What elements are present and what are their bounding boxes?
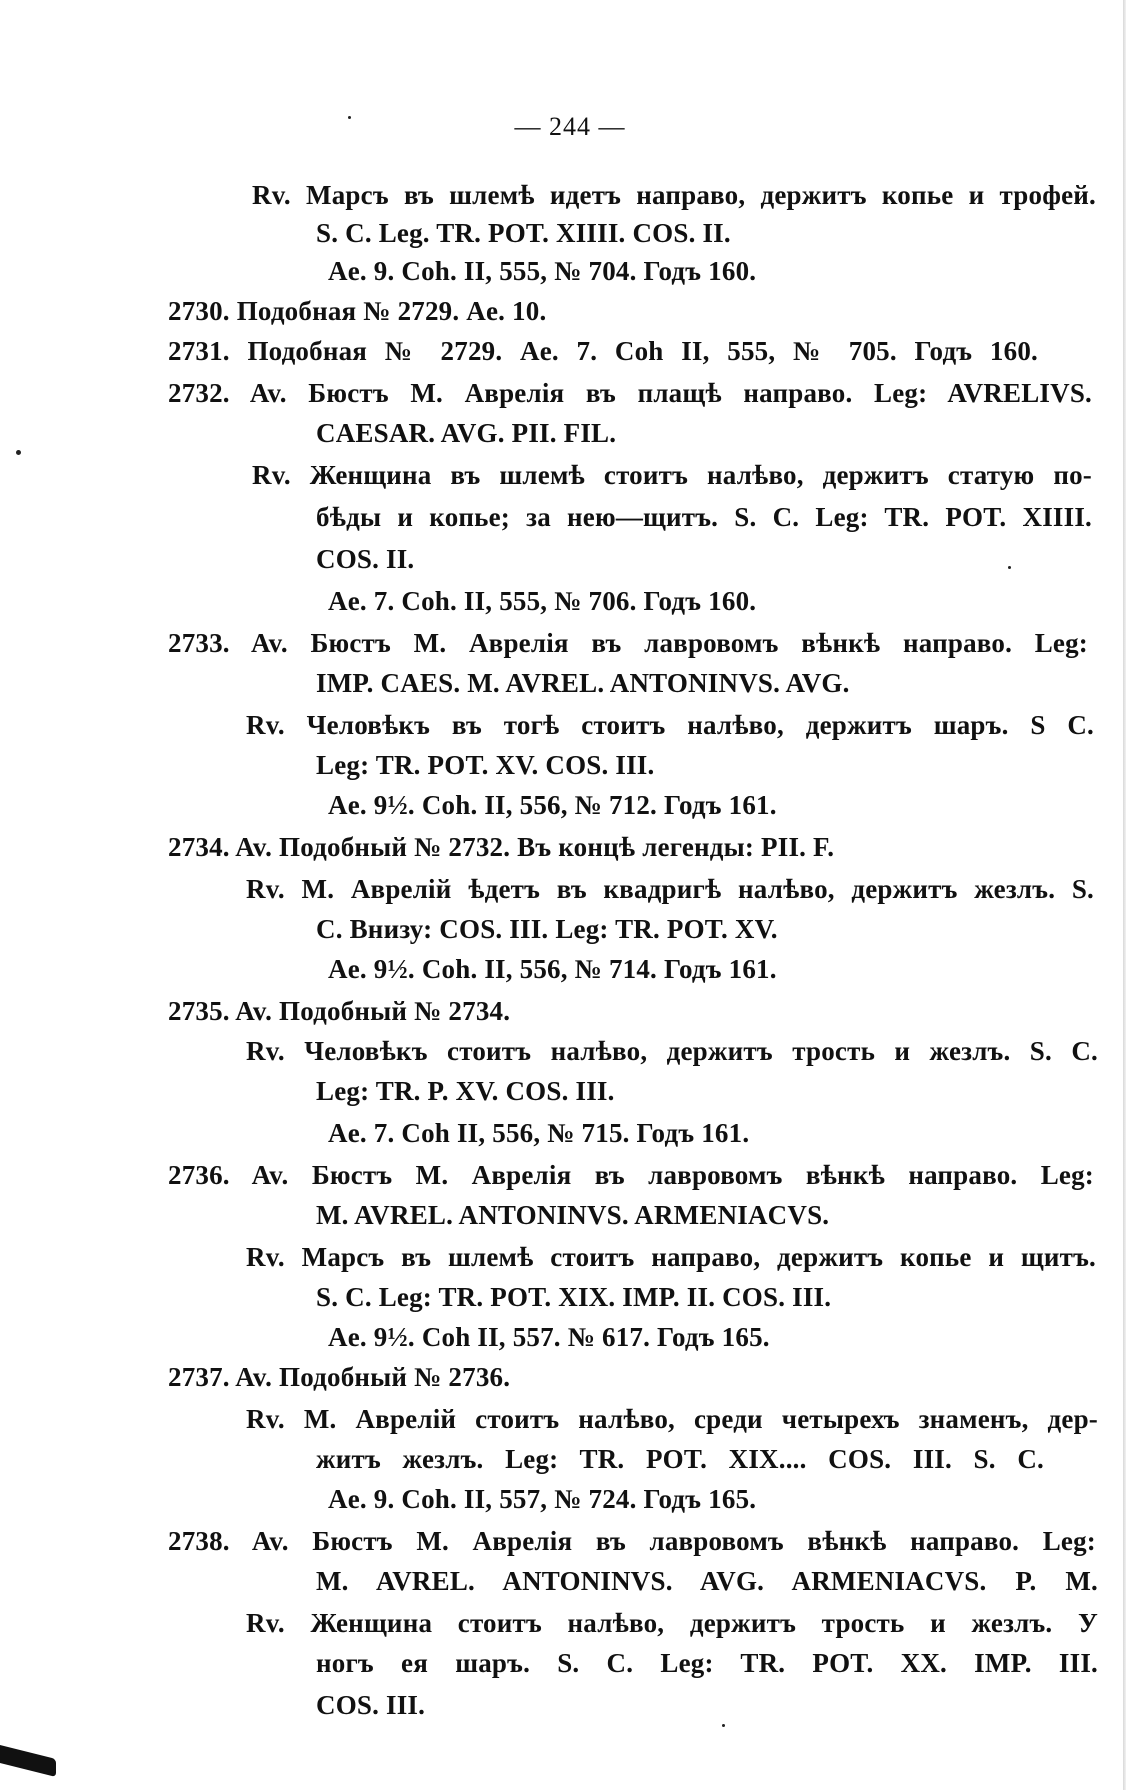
text-line: Ae. 9. Coh. II, 555, № 704. Годъ 160.	[328, 256, 757, 286]
text-line: Ae. 9½. Coh. II, 556, № 712. Годъ 161.	[328, 790, 777, 820]
text-line: Ae. 9½. Coh II, 557. № 617. Годъ 165.	[328, 1322, 770, 1352]
text-line: житъ жезлъ. Leg: TR. POT. XIX.... COS. III. S. C.	[316, 1444, 1044, 1474]
text-line: Rv. Человѣкъ въ тогѣ стоитъ налѣво, держитъ шаръ. S C.	[246, 710, 1094, 740]
text-line: 2730. Подобная № 2729. Ae. 10.	[168, 296, 547, 326]
text-line: S. C. Leg: TR. POT. XIX. IMP. II. COS. III.	[316, 1282, 832, 1312]
text-line: 2735. Av. Подобный № 2734.	[168, 996, 511, 1026]
text-line: Ae. 7. Coh II, 556, № 715. Годъ 161.	[328, 1118, 750, 1148]
scan-corner-mark	[0, 1745, 56, 1777]
text-line: COS. III.	[316, 1690, 426, 1720]
text-line: Rv. М. Аврелій стоитъ налѣво, среди четырехъ знаменъ, дер-	[246, 1404, 1098, 1434]
page-edge	[1123, 0, 1126, 1790]
text-line: Rv. Женщина стоитъ налѣво, держитъ трость и жезлъ. У	[246, 1608, 1098, 1638]
text-line: 2738. Av. Бюстъ М. Аврелія въ лавровомъ вѣнкѣ направо. Leg:	[168, 1526, 1096, 1556]
text-line: бѣды и копье; за нею—щитъ. S. C. Leg: TR. POT. XIIII.	[316, 502, 1092, 532]
text-line: S. C. Leg. TR. POT. XIIII. COS. II.	[316, 218, 731, 248]
text-line: Rv. М. Аврелій ѣдетъ въ квадригѣ налѣво, держитъ жезлъ. S.	[246, 874, 1094, 904]
text-line: M. AVREL. ANTONINVS. AVG. ARMENIACVS. P. M.	[316, 1566, 1098, 1596]
text-line: Rv. Женщина въ шлемѣ стоитъ налѣво, держитъ статую по-	[252, 460, 1092, 490]
text-line: C. Внизу: COS. III. Leg: TR. POT. XV.	[316, 914, 778, 944]
text-line: IMP. CAES. M. AVREL. ANTONINVS. AVG.	[316, 668, 850, 698]
text-line: Leg: TR. POT. XV. COS. III.	[316, 750, 655, 780]
text-line: Ae. 9½. Coh. II, 556, № 714. Годъ 161.	[328, 954, 777, 984]
print-speck	[16, 450, 21, 455]
text-line: 2737. Av. Подобный № 2736.	[168, 1362, 511, 1392]
text-line: CAESAR. AVG. PII. FIL.	[316, 418, 617, 448]
text-line: Ae. 7. Coh. II, 555, № 706. Годъ 160.	[328, 586, 757, 616]
page-number: — 244 —	[514, 112, 626, 141]
text-line: 2732. Av. Бюстъ М. Аврелія въ плащѣ направо. Leg: AVRELIVS.	[168, 378, 1092, 408]
text-line: M. AVREL. ANTONINVS. ARMENIACVS.	[316, 1200, 830, 1230]
text-line: Rv. Марсъ въ шлемѣ идетъ направо, держитъ копье и трофей.	[252, 180, 1096, 210]
print-speck	[722, 1724, 725, 1727]
text-line: Rv. Марсъ въ шлемѣ стоитъ направо, держитъ копье и щитъ.	[246, 1242, 1096, 1272]
text-line: Ae. 9. Coh. II, 557, № 724. Годъ 165.	[328, 1484, 757, 1514]
text-line: COS. II.	[316, 544, 415, 574]
text-line: 2734. Av. Подобный № 2732. Въ концѣ легенды: PII. F.	[168, 832, 835, 862]
text-line: 2736. Av. Бюстъ М. Аврелія въ лавровомъ вѣнкѣ направо. Leg:	[168, 1160, 1094, 1190]
text-line: 2733. Av. Бюстъ М. Аврелія въ лавровомъ вѣнкѣ направо. Leg:	[168, 628, 1088, 658]
text-line: 2731. Подобная № 2729. Ae. 7. Coh II, 555, № 705. Годъ 160.	[168, 336, 1038, 366]
text-line: ногъ ея шаръ. S. C. Leg: TR. POT. XX. IMP. III.	[316, 1648, 1098, 1678]
text-line: Rv. Человѣкъ стоитъ налѣво, держитъ трость и жезлъ. S. C.	[246, 1036, 1098, 1066]
print-speck	[1008, 566, 1011, 569]
text-line: Leg: TR. P. XV. COS. III.	[316, 1076, 615, 1106]
